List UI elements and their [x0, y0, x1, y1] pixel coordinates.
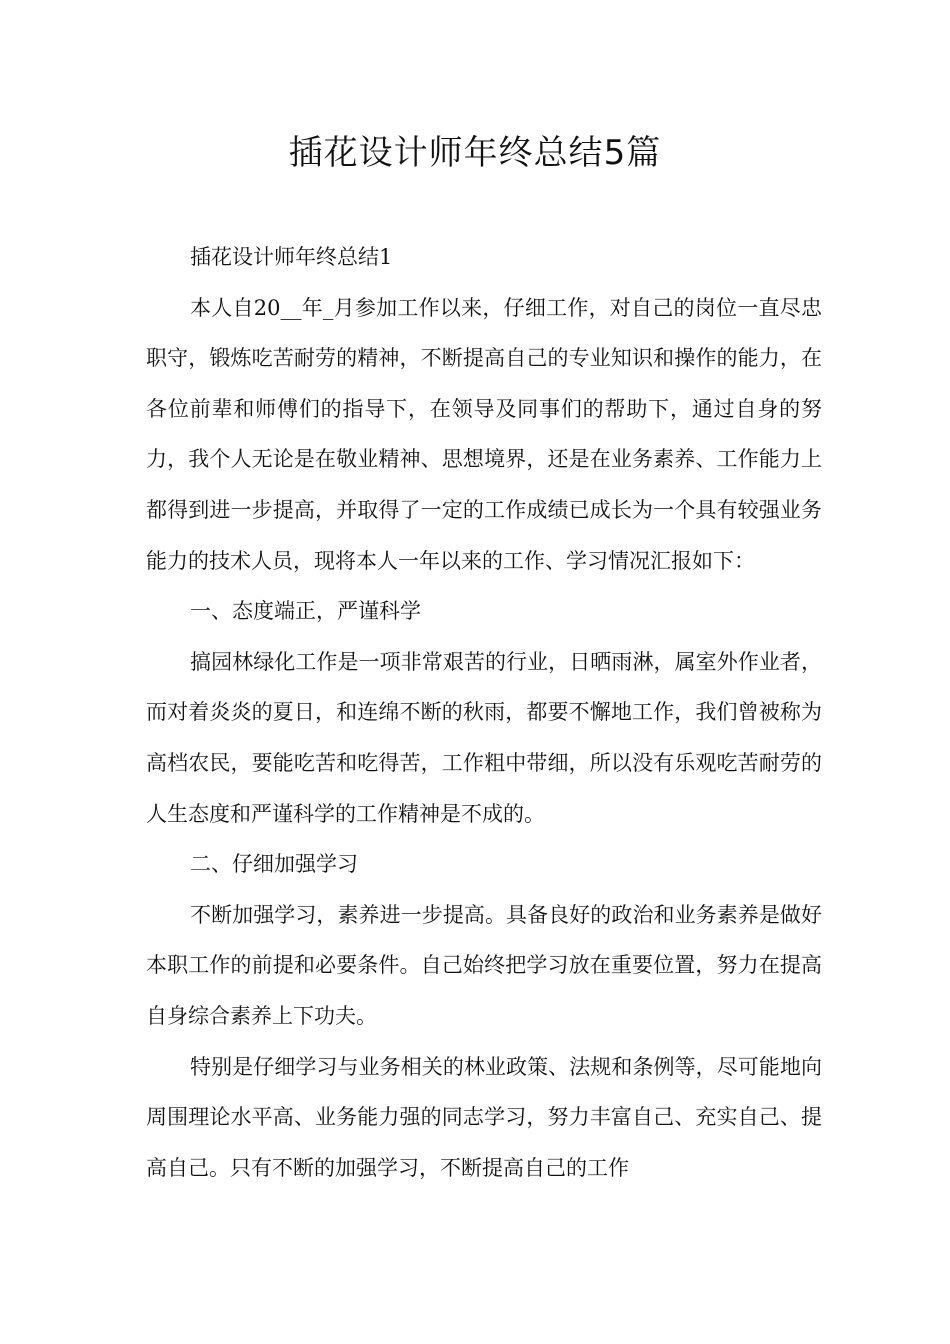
paragraph-study: 不断加强学习，素养进一步提高。具备良好的政治和业务素养是做好本职工作的前提和必要条件。自己始终把学习放在重要位置，努力在提高自身综合素养上下功夫。	[146, 902, 822, 1028]
document-title: 插花设计师年终总结5篇	[288, 133, 662, 173]
section-heading-study: 二、仔细加强学习	[190, 852, 358, 877]
section-subtitle: 插花设计师年终总结1	[190, 245, 393, 269]
section-heading-attitude: 一、态度端正，严谨科学	[190, 599, 421, 624]
paragraph-attitude: 搞园林绿化工作是一项非常艰苦的行业，日晒雨淋，属室外作业者，而对着炎炎的夏日，和连绵不断的秋雨，都要不懈地工作，我们曾被称为高档农民，要能吃苦和吃得苦，工作粗中带细，所以没有乐观吃苦耐劳的人生态度和严谨科学的工作精神是不成的。	[146, 649, 822, 826]
document-body	[146, 232, 822, 1193]
paragraph-study-detail: 特别是仔细学习与业务相关的林业政策、法规和条例等，尽可能地向周围理论水平高、业务能力强的同志学习，努力丰富自己、充实自己、提高自己。只有不断的加强学习，不断提高自己的工作	[146, 1054, 822, 1180]
paragraph-intro: 本人自20__年_月参加工作以来，仔细工作，对自己的岗位一直尽忠职守，锻炼吃苦耐劳的精神，不断提高自己的专业知识和操作的能力，在各位前辈和师傅们的指导下，在领导及同事们的帮助下，通过自身的努力，我个人无论是在敬业精神、思想境界，还是在业务素养、工作能力上都得到进一步提高，并取得了一定的工作成绩已成长为一个具有较强业务能力的技术人员，现将本人一年以来的工作、学习情况汇报如下：	[146, 295, 822, 573]
